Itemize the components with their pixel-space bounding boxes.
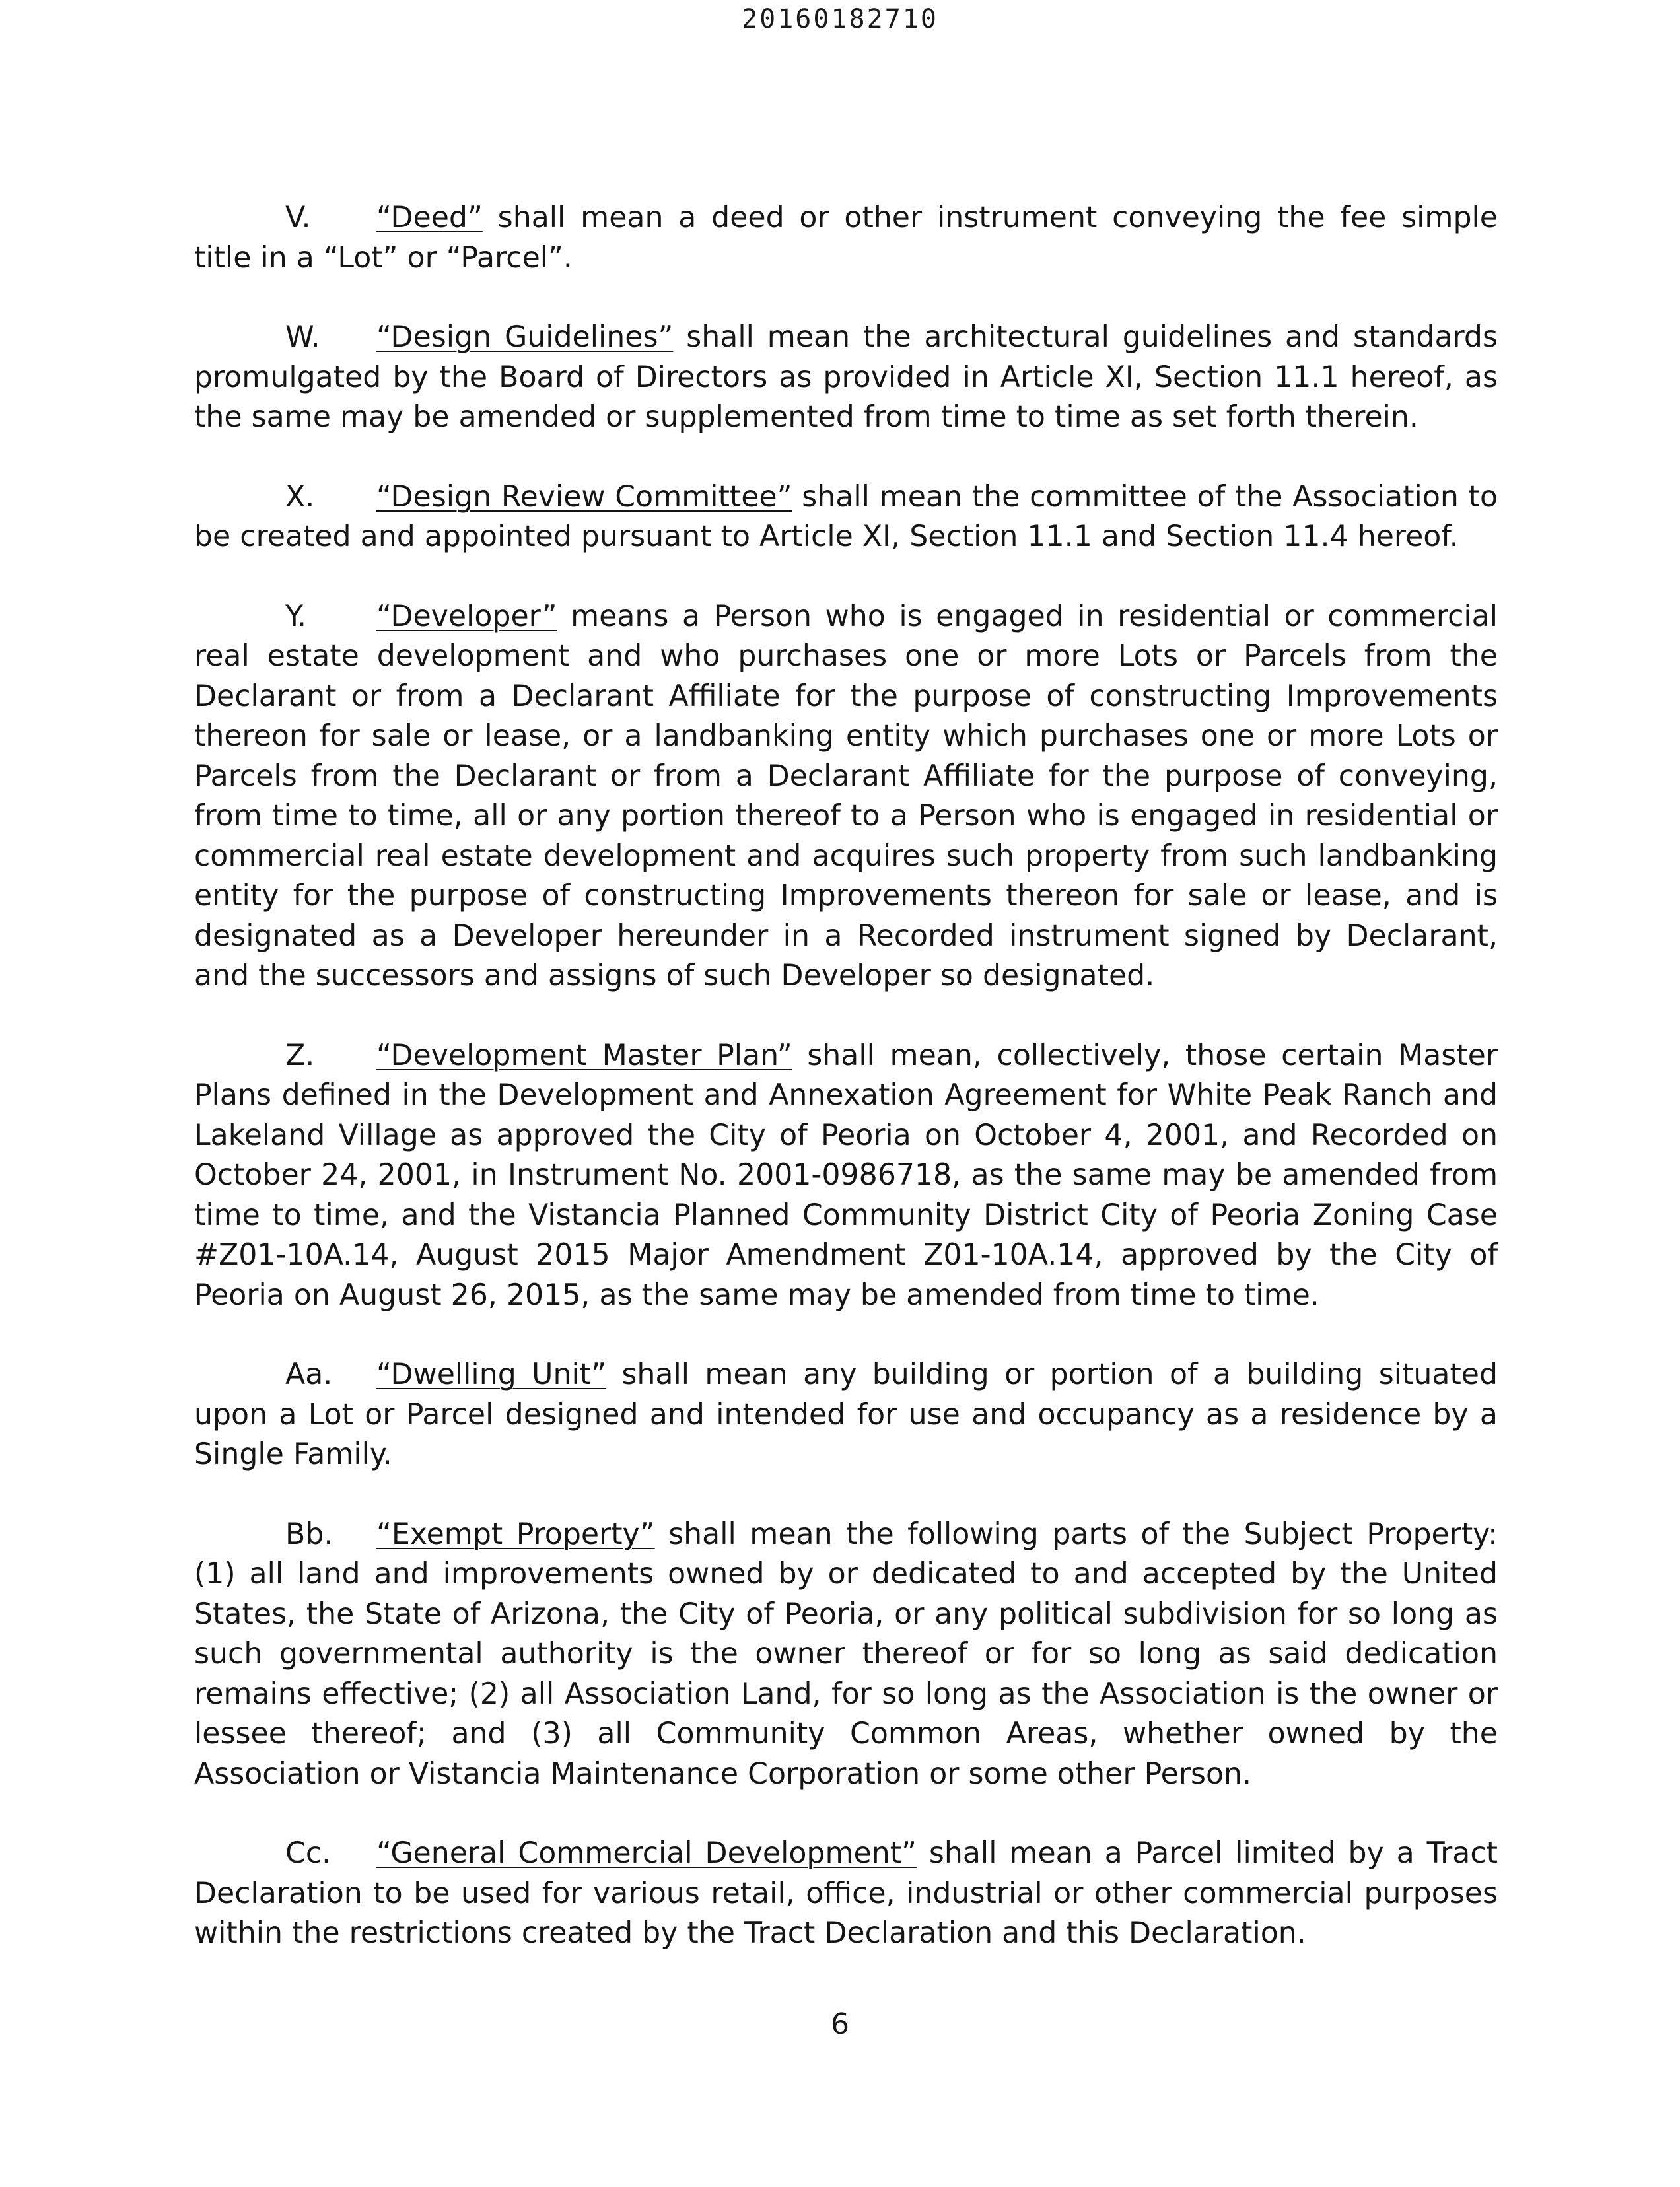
definition-label: X. xyxy=(285,479,315,514)
definition-developer xyxy=(194,597,1498,996)
definition-term: “Dwelling Unit” xyxy=(376,1358,606,1391)
definition-label: Y. xyxy=(285,599,307,633)
page-number: 6 xyxy=(831,2007,849,2041)
definition-term: “Exempt Property” xyxy=(376,1517,655,1551)
definition-text: means a Person who is engaged in residential or commercial real estate development and who purchases one or more Lots or Parcels from the Declarant or from a Declarant Affiliate for the purpose of constructing Improvements thereon for sale or lease, or a landbanking entity which purchases one or more Lots or Parcels from the Declarant or from a Declarant Affiliate for the purpose of conveying, from time to time, all or any portion thereof to a Person who is engaged in residential or commercial real estate development and acquires such property from such landbanking entity for the purpose of constructing Improvements thereon for sale or lease, and is designated as a Developer hereunder in a Recorded instrument signed by Declarant, and the successors and assigns of such Developer so designated. xyxy=(194,599,1498,992)
document-number: 20160182710 xyxy=(742,4,938,34)
definition-label: Cc. xyxy=(285,1836,332,1870)
definition-design-review-committee xyxy=(194,477,1498,557)
definition-text: shall mean the committee of the Association to be created and appointed pursuant to Article XI, Section 11.1 and Section 11.4 hereof. xyxy=(194,479,1498,553)
definition-term: “Development Master Plan” xyxy=(376,1038,792,1072)
definition-dwelling-unit xyxy=(194,1355,1498,1475)
definition-text: shall mean, collectively, those certain Master Plans defined in the Development and Annexation Agreement for White Peak Ranch and Lakeland Village as approved the City of Peoria on October 4, 2001, and Recorded on October 24, 2001, in Instrument No. 2001-0986718, as the same may be amended from time to time, and the Vistancia Planned Community District City of Peoria Zoning Case #Z01-10A.14, August 2015 Major Amendment Z01-10A.14, approved by the City of Peoria on August 26, 2015, as the same may be amended from time to time. xyxy=(194,1038,1498,1312)
definition-term: “General Commercial Development” xyxy=(376,1836,917,1870)
definition-term: “Developer” xyxy=(376,599,557,633)
definition-general-commercial-development xyxy=(194,1834,1498,1954)
definition-text: shall mean a deed or other instrument conveying the fee simple title in a “Lot” or “Parcel”. xyxy=(194,201,1498,275)
definition-label: V. xyxy=(285,201,311,234)
definition-deed xyxy=(194,198,1498,278)
definitions-body xyxy=(194,198,1498,1994)
definition-design-guidelines xyxy=(194,318,1498,438)
definition-label: Aa. xyxy=(285,1358,333,1391)
definition-label: Z. xyxy=(285,1038,315,1072)
definition-text: shall mean a Parcel limited by a Tract Declaration to be used for various retail, office, industrial or other commercial purposes within the restrictions created by the Tract Declaration and this Declaration. xyxy=(194,1836,1498,1950)
definition-text: shall mean any building or portion of a building situated upon a Lot or Parcel designed and intended for use and occupancy as a residence by a Single Family. xyxy=(194,1358,1498,1471)
definition-label: Bb. xyxy=(285,1517,333,1551)
definition-development-master-plan xyxy=(194,1036,1498,1316)
definition-term: “Design Review Committee” xyxy=(376,479,792,514)
definition-text: shall mean the following parts of the Subject Property: (1) all land and improvements owned by or dedicated to and accepted by the United States, the State of Arizona, the City of Peoria, or any political subdivision for so long as such governmental authority is the owner thereof or for so long as said dedication remains effective; (2) all Association Land, for so long as the Association is the owner or lessee thereof; and (3) all Community Common Areas, whether owned by the Association or Vistancia Maintenance Corporation or some other Person. xyxy=(194,1517,1498,1791)
definition-label: W. xyxy=(285,320,320,354)
definition-term: “Deed” xyxy=(376,201,483,234)
definition-text: shall mean the architectural guidelines and standards promulgated by the Board of Directors as provided in Article XI, Section 11.1 hereof, as the same may be amended or supplemented from time to time as set forth therein. xyxy=(194,320,1498,434)
definition-exempt-property xyxy=(194,1515,1498,1795)
definition-term: “Design Guidelines” xyxy=(376,320,674,354)
